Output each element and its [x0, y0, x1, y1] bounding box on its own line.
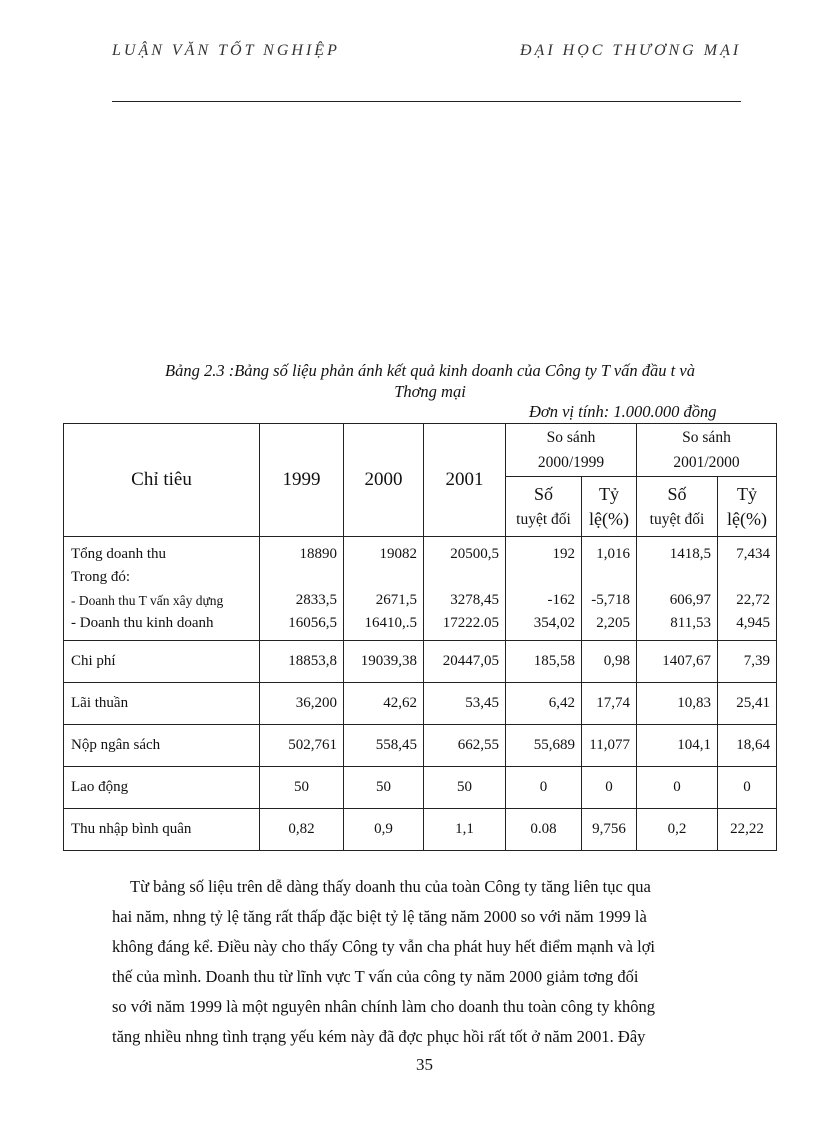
cell: 1,016	[596, 545, 630, 562]
subheader-abs-1	[506, 477, 582, 537]
compare2-title: So sánh	[682, 429, 731, 446]
revenue-rate2	[718, 537, 777, 641]
paragraph-line: tăng nhiều nhng tình trạng yếu kém này đã đợc phục hồi rất tốt ở năm 2001. Đây	[112, 1027, 646, 1046]
compare1-title: So sánh	[546, 429, 596, 446]
cell: 2671,5	[375, 591, 417, 608]
cell: 20500,5	[450, 545, 499, 562]
compare1-period: 2000/1999	[537, 454, 605, 471]
cell: 50	[424, 767, 506, 809]
abs2-desc: tuyệt đối	[649, 510, 705, 528]
caption-line-1: Bảng 2.3 :Bảng số liệu phản ánh kết quả kinh doanh của Công ty T vấn đầu t và	[165, 361, 695, 380]
cell: 53,45	[424, 683, 506, 725]
cell: 185,58	[506, 641, 582, 683]
cell	[344, 566, 417, 589]
abs1-desc: tuyệt đối	[516, 510, 571, 528]
header-year-1999: 1999	[260, 424, 344, 537]
cell: 104,1	[637, 725, 718, 767]
page-number: 35	[416, 1055, 433, 1074]
cell: 22,22	[718, 809, 777, 851]
cell: 50	[260, 767, 344, 809]
results-table	[63, 423, 777, 851]
cell: 36,200	[260, 683, 344, 725]
cell: 502,761	[260, 725, 344, 767]
compare2-period: 2001/2000	[673, 454, 740, 471]
cell: 0,82	[260, 809, 344, 851]
row-label: Tổng doanh thu	[71, 545, 166, 562]
paragraph-line: hai năm, nhng tỷ lệ tăng rất thấp đặc biệt tỷ lệ tăng năm 2000 so với năm 1999 là	[112, 907, 647, 926]
cell: 9,756	[582, 809, 637, 851]
cell: 18890	[299, 545, 337, 562]
row-label: Lãi thuần	[64, 683, 260, 725]
cell	[718, 566, 770, 589]
cell: 0	[718, 767, 777, 809]
table-row	[64, 809, 777, 851]
table-header-row	[64, 424, 777, 477]
subheader-rate-1	[582, 477, 637, 537]
rate1-word: Tỷ	[599, 483, 619, 504]
revenue-2001	[424, 537, 506, 641]
revenue-abs1	[506, 537, 582, 641]
cell: 18853,8	[260, 641, 344, 683]
cell: 0,9	[344, 809, 424, 851]
cell	[260, 566, 337, 589]
cell: 1,1	[424, 809, 506, 851]
rate2-word: Tỷ	[737, 483, 757, 504]
table-row	[64, 725, 777, 767]
revenue-2000	[344, 537, 424, 641]
subheader-rate-2	[718, 477, 777, 537]
cell: 20447,05	[424, 641, 506, 683]
cell: 11,077	[582, 725, 637, 767]
cell: 42,62	[344, 683, 424, 725]
cell: 354,02	[533, 614, 575, 631]
cell: 17,74	[582, 683, 637, 725]
cell: 19039,38	[344, 641, 424, 683]
row-label: Nộp ngân sách	[64, 725, 260, 767]
abs2-word: Số	[667, 483, 687, 504]
table-row	[64, 767, 777, 809]
cell: 25,41	[718, 683, 777, 725]
cell: 2833,5	[295, 591, 337, 608]
row-label: Trong đó:	[71, 568, 131, 585]
table-row	[64, 683, 777, 725]
cell: 55,689	[506, 725, 582, 767]
cell: 4,945	[736, 614, 770, 631]
rate2-desc: lệ(%)	[727, 508, 767, 529]
cell: 6,42	[506, 683, 582, 725]
cell: 0	[637, 767, 718, 809]
cell	[506, 566, 575, 589]
row-label: Chi phí	[64, 641, 260, 683]
unit-note: Đơn vị tính: 1.000.000 đồng	[529, 402, 717, 421]
cell: 0	[582, 767, 637, 809]
row-label: Lao động	[64, 767, 260, 809]
paragraph-line: so với năm 1999 là một nguyên nhân chính làm cho doanh thu toàn công ty không	[112, 997, 656, 1016]
cell: 0	[506, 767, 582, 809]
paragraph-line: Từ bảng số liệu trên dễ dàng thấy doanh thu của toàn Công ty tăng liên tục qua	[130, 877, 651, 896]
cell: 606,97	[669, 591, 711, 608]
subheader-abs-2	[637, 477, 718, 537]
cell: 22,72	[736, 591, 770, 608]
cell: 7,39	[718, 641, 777, 683]
row-label: - Doanh thu T vấn xây dựng	[71, 592, 224, 608]
body-paragraph	[112, 872, 742, 1052]
cell: 0,2	[637, 809, 718, 851]
cell: 2,205	[596, 614, 630, 631]
header-compare-2000-1999	[506, 424, 637, 477]
header-right: ĐẠI HỌC THƯƠNG MẠI	[520, 42, 742, 59]
cell: 16056,5	[288, 614, 337, 631]
cell: 1407,67	[637, 641, 718, 683]
header-indicator: Chỉ tiêu	[64, 424, 260, 537]
row-label: - Doanh thu kinh doanh	[71, 614, 214, 631]
table-row-revenue	[64, 537, 777, 641]
cell: 558,45	[344, 725, 424, 767]
cell	[637, 566, 711, 589]
cell	[424, 566, 499, 589]
cell: 811,53	[670, 614, 711, 631]
cell: 50	[344, 767, 424, 809]
abs1-word: Số	[533, 483, 553, 504]
revenue-labels	[64, 537, 260, 641]
paragraph-line: không đáng kể. Điều này cho thấy Công ty vẫn cha phát huy hết điểm mạnh và lợi	[112, 937, 656, 956]
cell: 0,98	[582, 641, 637, 683]
cell: -5,718	[591, 591, 630, 608]
cell: 192	[552, 545, 575, 562]
revenue-rate1	[582, 537, 637, 641]
header-compare-2001-2000	[637, 424, 777, 477]
cell: 19082	[379, 545, 417, 562]
cell: 1418,5	[669, 545, 711, 562]
paragraph-line: thế của mình. Doanh thu từ lĩnh vực T vấn của công ty năm 2000 giảm tơng đối	[112, 967, 639, 986]
header-year-2001: 2001	[424, 424, 506, 537]
header-year-2000: 2000	[344, 424, 424, 537]
cell: 662,55	[424, 725, 506, 767]
revenue-1999	[260, 537, 344, 641]
cell: 17222.05	[442, 614, 499, 631]
cell: -162	[547, 591, 575, 608]
table-row	[64, 641, 777, 683]
cell: 7,434	[736, 545, 770, 562]
rate1-desc: lệ(%)	[589, 508, 629, 529]
header-divider	[112, 101, 741, 102]
cell: 0.08	[506, 809, 582, 851]
revenue-abs2	[637, 537, 718, 641]
table-caption	[100, 360, 760, 402]
header-left: LUẬN VĂN TỐT NGHIỆP	[112, 42, 340, 59]
cell: 10,83	[637, 683, 718, 725]
cell: 16410,.5	[364, 614, 417, 631]
cell: 18,64	[718, 725, 777, 767]
cell: 3278,45	[450, 591, 499, 608]
row-label: Thu nhập bình quân	[64, 809, 260, 851]
caption-line-2: Thơng mại	[394, 382, 466, 401]
cell	[582, 566, 630, 589]
